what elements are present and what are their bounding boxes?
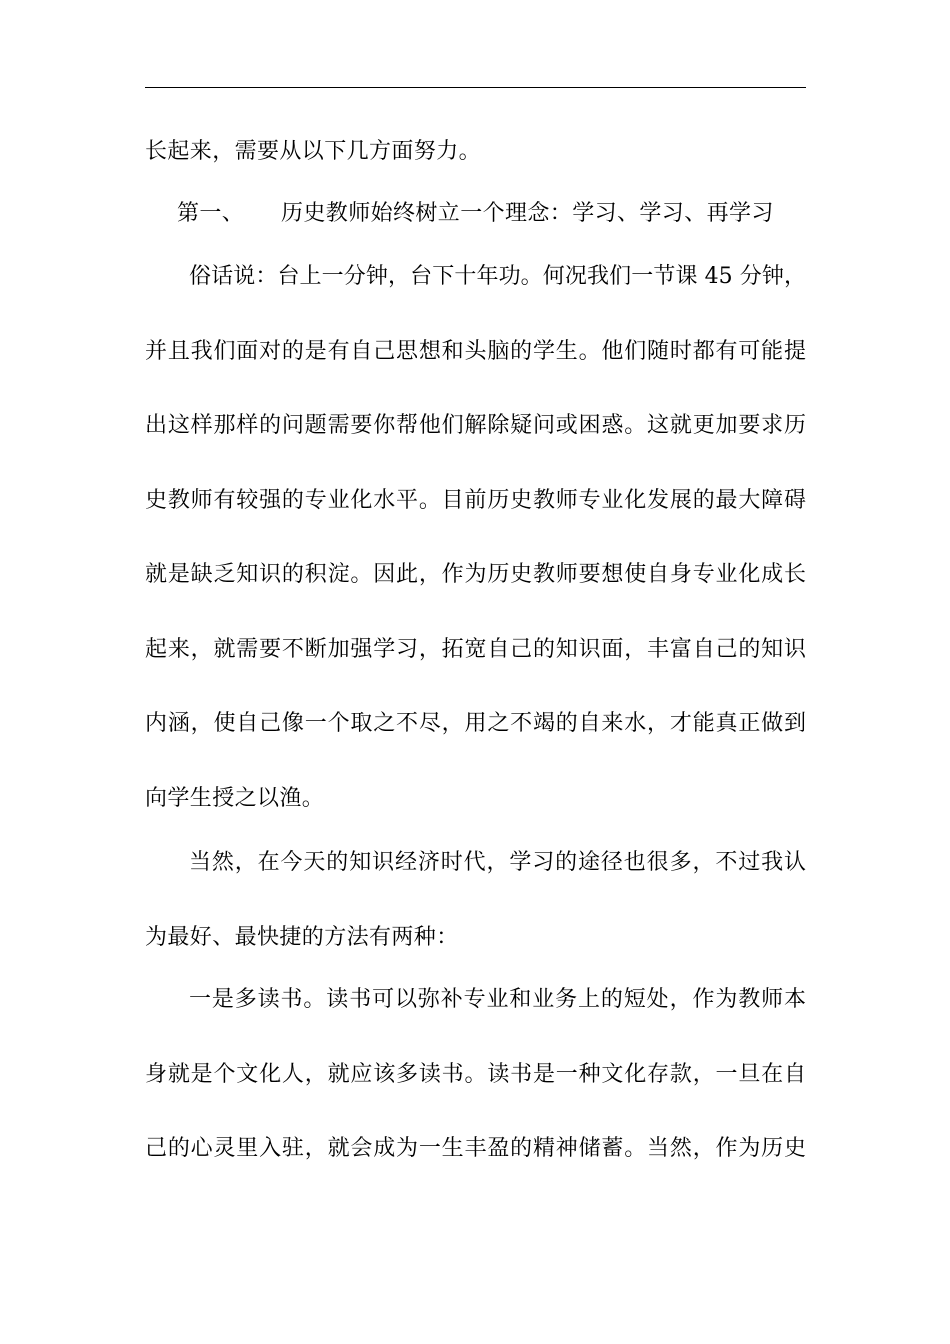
text-line: 为最好、最快捷的方法有两种： <box>145 925 459 950</box>
text-line: 出这样那样的问题需要你帮他们解除疑问或困惑。这就更加要求历 <box>145 413 806 438</box>
text-line: 向学生授之以渔。 <box>145 786 325 811</box>
text-line: 当然，在今天的知识经济时代，学习的途径也很多，不过我认 <box>189 850 806 875</box>
text-line: 起来，就需要不断加强学习，拓宽自己的知识面，丰富自己的知识 <box>145 637 806 662</box>
section-title: 历史教师始终树立一个理念：学习、学习、再学习 <box>281 201 774 226</box>
section-heading <box>177 201 774 227</box>
text-line: 内涵，使自己像一个取之不尽，用之不竭的自来水，才能真正做到 <box>145 711 806 736</box>
text-line: 就是缺乏知识的积淀。因此，作为历史教师要想使自身专业化成长 <box>145 562 806 587</box>
text-line: 史教师有较强的专业化水平。目前历史教师专业化发展的最大障碍 <box>145 488 806 513</box>
header-rule <box>145 87 806 88</box>
text-line: 俗话说：台上一分钟，台下十年功。何况我们一节课 45 分钟， <box>189 264 806 289</box>
section-number: 第一、 <box>177 201 245 226</box>
text-line: 身就是个文化人，就应该多读书。读书是一种文化存款，一旦在自 <box>145 1062 806 1087</box>
text-line: 并且我们面对的是有自己思想和头脑的学生。他们随时都有可能提 <box>145 339 806 364</box>
text-line: 一是多读书。读书可以弥补专业和业务上的短处，作为教师本 <box>189 987 806 1012</box>
text-line: 己的心灵里入驻，就会成为一生丰盈的精神储蓄。当然，作为历史 <box>145 1136 806 1161</box>
text-line: 长起来，需要从以下几方面努力。 <box>145 139 482 164</box>
